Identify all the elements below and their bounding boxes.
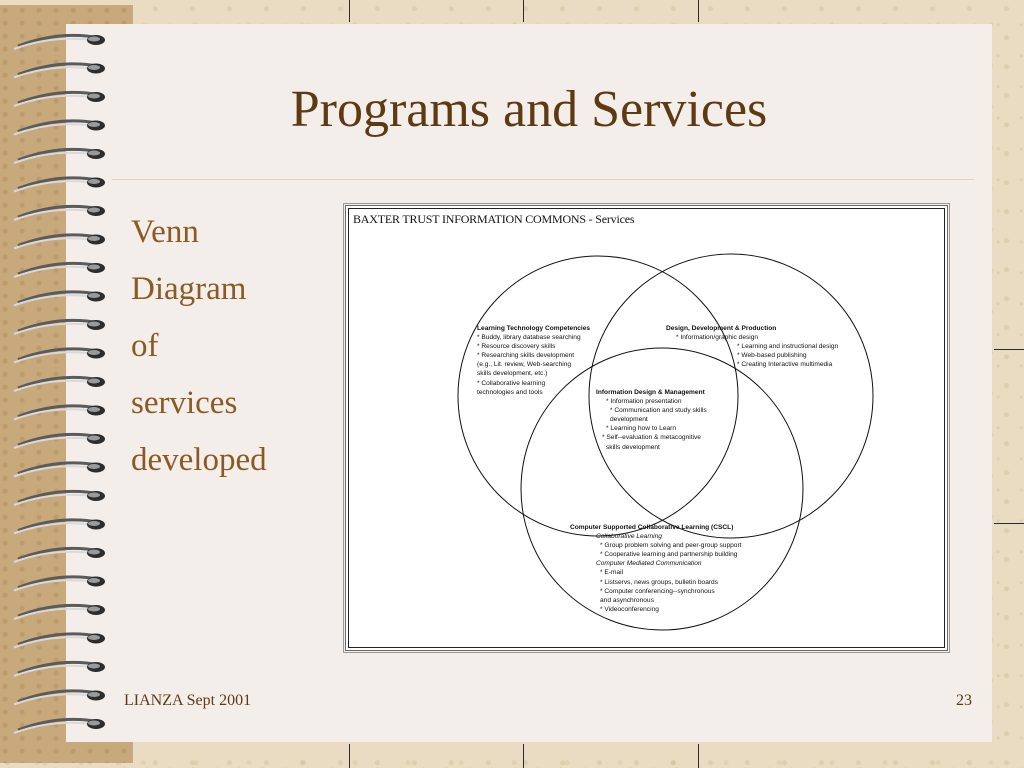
set-line: * Self--evaluation & metacognitive xyxy=(602,434,701,442)
page-number: 23 xyxy=(956,692,972,709)
side-caption-line: Venn xyxy=(131,214,199,250)
set-heading: Design, Development & Production xyxy=(666,325,777,332)
set-line: * Listservs, news groups, bulletin boards xyxy=(600,578,719,586)
set-line: * Web-based publishing xyxy=(737,352,807,360)
set-learning-label xyxy=(477,324,590,397)
set-design-label xyxy=(666,324,838,369)
set-heading: Computer Supported Collaborative Learning (CSCL) xyxy=(570,524,734,531)
set-heading: Learning Technology Competencies xyxy=(477,325,591,332)
set-line: * Collaborative learning xyxy=(477,379,546,387)
side-caption-line: developed xyxy=(131,442,267,478)
footer-conference: LIANZA Sept 2001 xyxy=(124,692,252,709)
set-line: * E-mail xyxy=(600,569,624,577)
set-line: skills development, etc.) xyxy=(477,370,548,378)
set-line: (e.g., Lit. review, Web-searching xyxy=(477,361,572,369)
set-info-label xyxy=(596,388,707,452)
set-line: * Learning and instructional design xyxy=(737,343,839,351)
set-line: * Information/graphic design xyxy=(676,334,759,342)
set-subheading: Computer Mediated Communication xyxy=(596,560,702,568)
set-line: and asynchronous xyxy=(600,596,654,604)
set-line: * Creating Interactive multimedia xyxy=(737,361,833,369)
set-line: * Cooperative learning and partnership building xyxy=(600,551,738,559)
set-line: * Information presentation xyxy=(606,398,682,406)
set-line: * Learning how to Learn xyxy=(606,425,677,433)
page-title: Programs and Services xyxy=(290,81,768,138)
venn-figure-title: BAXTER TRUST INFORMATION COMMONS - Services xyxy=(353,212,635,226)
set-line: * Communication and study skills xyxy=(610,407,707,415)
set-cscl-label xyxy=(570,523,741,614)
set-line: * Resource discovery skills xyxy=(477,343,556,351)
set-subheading: Collaborative Learning xyxy=(596,533,662,541)
side-caption-line: Diagram xyxy=(131,271,247,307)
set-line: development xyxy=(610,416,648,424)
set-line: * Buddy, library database searching xyxy=(477,334,581,342)
set-line: skills development xyxy=(606,443,660,451)
side-caption-line: services xyxy=(131,385,238,421)
side-caption-line: of xyxy=(131,328,159,364)
set-line: * Computer conferencing--synchronous xyxy=(600,587,715,595)
set-line: * Researching skills development xyxy=(477,352,575,360)
set-heading: Information Design & Management xyxy=(596,389,705,396)
set-line: technologies and tools xyxy=(477,388,543,396)
set-line: * Videoconferencing xyxy=(600,605,659,613)
set-line: * Group problem solving and peer-group support xyxy=(600,542,742,550)
